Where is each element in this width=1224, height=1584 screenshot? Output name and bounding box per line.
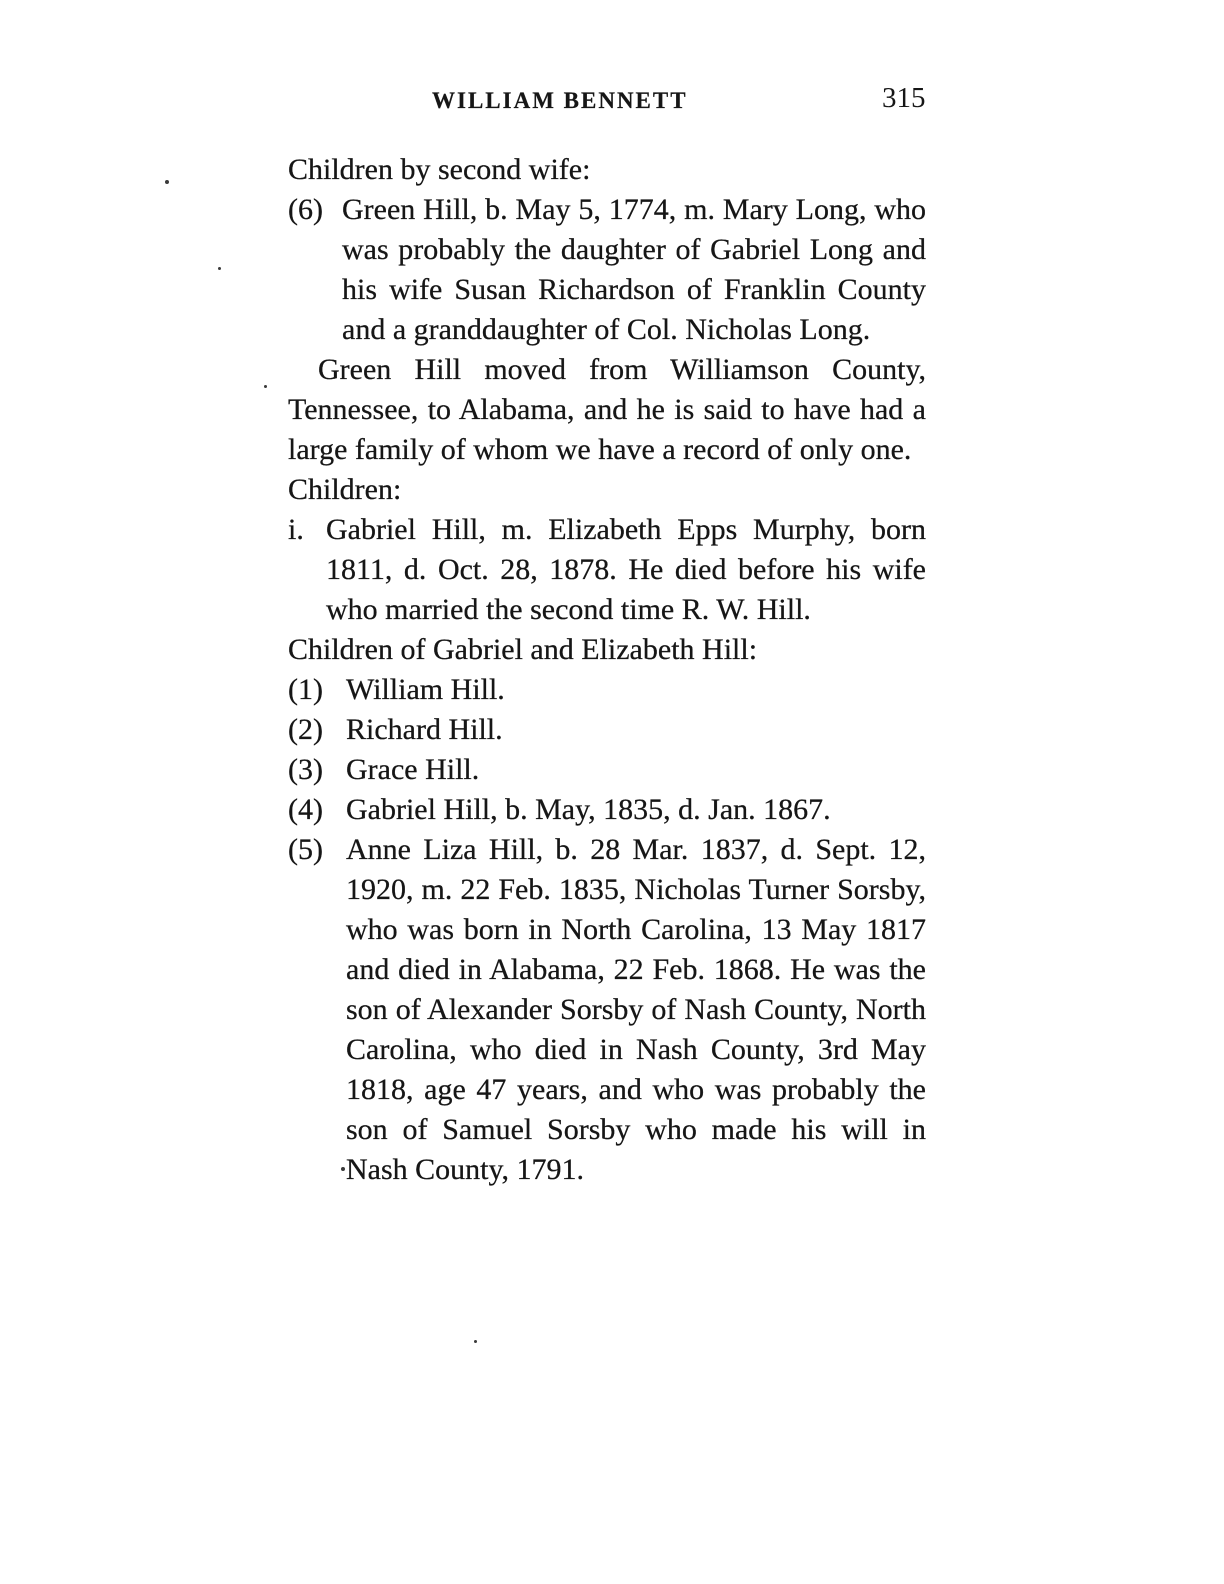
ink-speck (474, 1340, 477, 1343)
grandchildren-heading: Children of Gabriel and Elizabeth Hill: (288, 633, 758, 666)
child-item-i-marker: i. (288, 513, 304, 546)
grandchild-item-4 (288, 790, 926, 830)
grandchild-item-1-marker: (1) (288, 673, 323, 706)
child-item-i-text: Gabriel Hill, m. Elizabeth Epps Murphy, born 1811, d. Oct. 28, 1878. He died before his wife who married the second time R. W. Hill. (326, 513, 926, 626)
grandchild-item-5-marker: (5) (288, 833, 323, 866)
grandchild-item-2-marker: (2) (288, 713, 323, 746)
intro-heading: Children by second wife: (288, 153, 591, 186)
grandchild-item-3 (288, 750, 926, 790)
grandchild-item-5 (288, 830, 926, 1190)
grandchild-item-5-text: Anne Liza Hill, b. 28 Mar. 1837, d. Sept. 12, 1920, m. 22 Feb. 1835, Nicholas Turner Sorsby, who was born in North Carolina, 13 May 1817 and died in Alabama, 22 Feb. 1868. He was the son of Alexander Sorsby of Nash County, North Carolina, who died in Nash County, 3rd May 1818, age 47 years, and who was probably the son of Samuel Sorsby who made his will in Nash County, 1791. (346, 833, 926, 1186)
grandchild-item-4-text: Gabriel Hill, b. May, 1835, d. Jan. 1867. (346, 793, 831, 826)
list-item-6-text: Green Hill, b. May 5, 1774, m. Mary Long, who was probably the daughter of Gabriel Long and his wife Susan Richardson of Franklin County and a granddaughter of Col. Nicholas Long. (342, 193, 926, 346)
moved-paragraph: Green Hill moved from Williamson County, Tennessee, to Alabama, and he is said to have had a large family of whom we have a record of only one. (288, 353, 926, 466)
grandchild-item-1-text: William Hill. (346, 673, 505, 706)
ink-speck (341, 1167, 345, 1171)
page-body (288, 150, 926, 1190)
grandchild-item-2-text: Richard Hill. (346, 713, 503, 746)
ink-speck (264, 385, 267, 388)
list-item-6-marker: (6) (288, 193, 323, 226)
child-item-i (288, 510, 926, 630)
grandchild-item-4-marker: (4) (288, 793, 323, 826)
ink-speck (218, 267, 221, 270)
children-heading: Children: (288, 473, 402, 506)
grandchild-item-3-text: Grace Hill. (346, 753, 480, 786)
running-title: WILLIAM BENNETT (432, 88, 688, 113)
ink-speck (165, 180, 169, 184)
list-item-6 (288, 190, 926, 350)
grandchild-item-1 (288, 670, 926, 710)
page-number: 315 (882, 82, 926, 114)
grandchild-item-2 (288, 710, 926, 750)
grandchild-item-3-marker: (3) (288, 753, 323, 786)
